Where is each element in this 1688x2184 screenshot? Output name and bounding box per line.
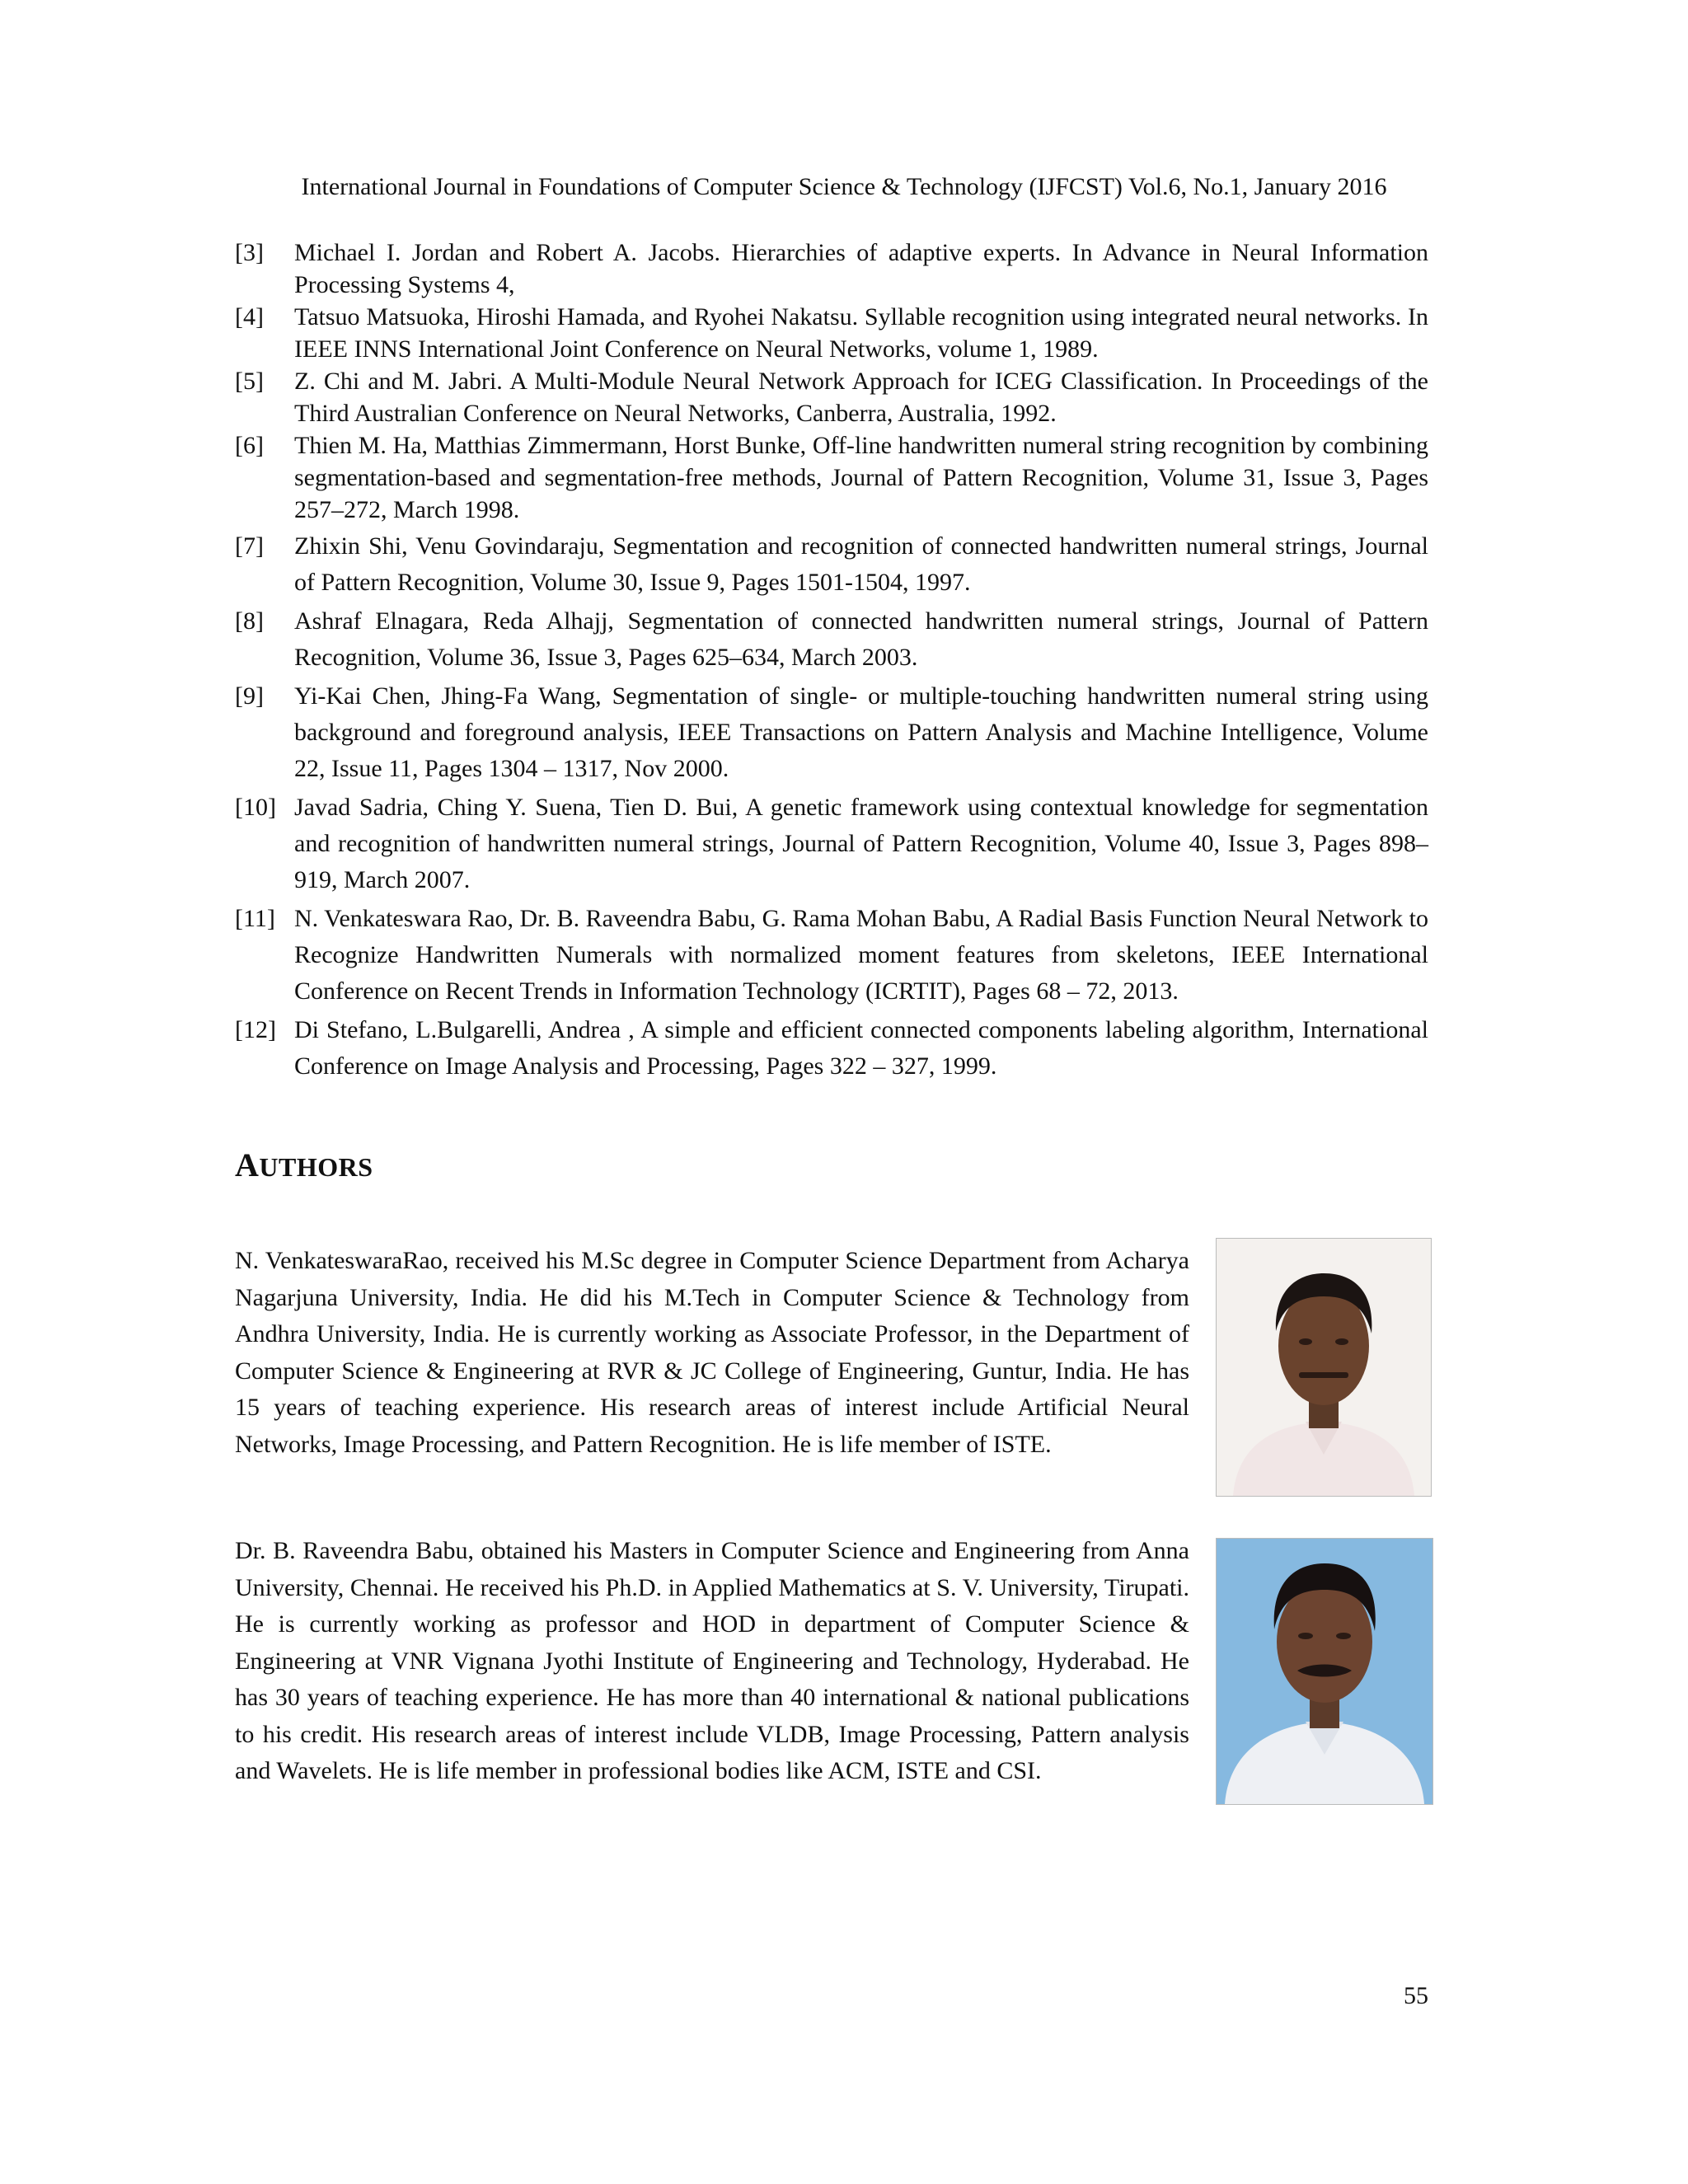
reference-text: Di Stefano, L.Bulgarelli, Andrea , A simple and efficient connected components labeling algorithm, International Conference on Image Analysis and Processing, Pages 322 – 327, 1999. (294, 1016, 1428, 1080)
reference-number: [8] (235, 607, 264, 635)
reference-number: [9] (235, 682, 264, 710)
reference-item (235, 237, 1428, 301)
reference-number: [6] (235, 432, 264, 459)
authors-heading-initial: A (235, 1146, 260, 1183)
reference-item (235, 790, 1428, 898)
reference-text: Zhixin Shi, Venu Govindaraju, Segmentation and recognition of connected handwritten numeral strings, Journal of Pattern Recognition, Volume 30, Issue 9, Pages 1501-1504, 1997. (294, 532, 1428, 596)
reference-item (235, 429, 1428, 526)
reference-text: Javad Sadria, Ching Y. Suena, Tien D. Bui, A genetic framework using contextual knowledge for segmentation and recognition of handwritten numeral strings, Journal of Pattern Recognition, Volume 40, Issue 3, Pages 898–919, March 2007. (294, 794, 1428, 893)
reference-text: Michael I. Jordan and Robert A. Jacobs. Hierarchies of adaptive experts. In Advance in Neural Information Processing Systems 4, (294, 239, 1428, 298)
reference-text: Yi-Kai Chen, Jhing-Fa Wang, Segmentation of single- or multiple-touching handwritten numeral string using background and foreground analysis, IEEE Transactions on Pattern Analysis and Machine Intelligence, Volume 22, Issue 11, Pages 1304 – 1317, Nov 2000. (294, 682, 1428, 782)
author-photo (1216, 1238, 1432, 1497)
author-bio: N. VenkateswaraRao, received his M.Sc degree in Computer Science Department from Acharya Nagarjuna University, India. He did his M.Tech in Computer Science & Technology from Andhra University, India. He is currently working as Associate Professor, in the Department of Computer Science & Engineering at RVR & JC College of Engineering, Guntur, India. He has 15 years of teaching experience. His research areas of interest include Artificial Neural Networks, Image Processing, and Pattern Recognition. He is life member of ISTE. (235, 1247, 1189, 1458)
reference-number: [11] (235, 905, 275, 932)
reference-text: N. Venkateswara Rao, Dr. B. Raveendra Babu, G. Rama Mohan Babu, A Radial Basis Function Neural Network to Recognize Handwritten Numerals with normalized moment features from skeletons, IEEE International Conference on Recent Trends in Information Technology (ICRTIT), Pages 68 – 72, 2013. (294, 905, 1428, 1005)
author-portrait-2 (1217, 1539, 1432, 1804)
reference-item (235, 678, 1428, 787)
reference-number: [10] (235, 794, 276, 821)
reference-number: [4] (235, 303, 264, 330)
reference-item (235, 603, 1428, 676)
journal-header: International Journal in Foundations of Computer Science & Technology (IJFCST) Vol.6, No.1, January 2016 (301, 173, 1387, 200)
reference-text: Thien M. Ha, Matthias Zimmermann, Horst Bunke, Off-line handwritten numeral string recognition by combining segmentation-based and segmentation-free methods, Journal of Pattern Recognition, Volume 31, Issue 3, Pages 257–272, March 1998. (294, 432, 1428, 523)
author-bio: Dr. B. Raveendra Babu, obtained his Masters in Computer Science and Engineering from Anna University, Chennai. He received his Ph.D. in Applied Mathematics at S. V. University, Tirupati. He is currently working as professor and HOD in department of Computer Science & Engineering at VNR Vignana Jyothi Institute of Engineering and Technology, Hyderabad. He has 30 years of teaching experience. He has more than 40 international & national publications to his credit. His research areas of interest include VLDB, Image Processing, Pattern analysis and Wavelets. He is life member in professional bodies like ACM, ISTE and CSI. (235, 1537, 1189, 1784)
reference-number: [5] (235, 368, 264, 395)
reference-item (235, 901, 1428, 1010)
page-number: 55 (1404, 1982, 1428, 2009)
author-portrait-1 (1217, 1239, 1431, 1496)
reference-number: [12] (235, 1016, 276, 1043)
authors-heading-rest: UTHORS (259, 1152, 373, 1182)
reference-item (235, 528, 1428, 601)
reference-number: [3] (235, 239, 264, 266)
authors-heading (235, 1146, 373, 1184)
reference-list (235, 237, 1428, 1086)
reference-text: Ashraf Elnagara, Reda Alhajj, Segmentation of connected handwritten numeral strings, Journal of Pattern Recognition, Volume 36, Issue 3, Pages 625–634, March 2003. (294, 607, 1428, 671)
reference-item (235, 301, 1428, 365)
reference-number: [7] (235, 532, 264, 560)
reference-text: Z. Chi and M. Jabri. A Multi-Module Neural Network Approach for ICEG Classification. In Proceedings of the Third Australian Conference on Neural Networks, Canberra, Australia, 1992. (294, 368, 1428, 427)
author-photo (1216, 1538, 1433, 1805)
reference-item (235, 365, 1428, 429)
reference-item (235, 1012, 1428, 1085)
reference-text: Tatsuo Matsuoka, Hiroshi Hamada, and Ryohei Nakatsu. Syllable recognition using integrated neural networks. In IEEE INNS International Joint Conference on Neural Networks, volume 1, 1989. (294, 303, 1428, 363)
